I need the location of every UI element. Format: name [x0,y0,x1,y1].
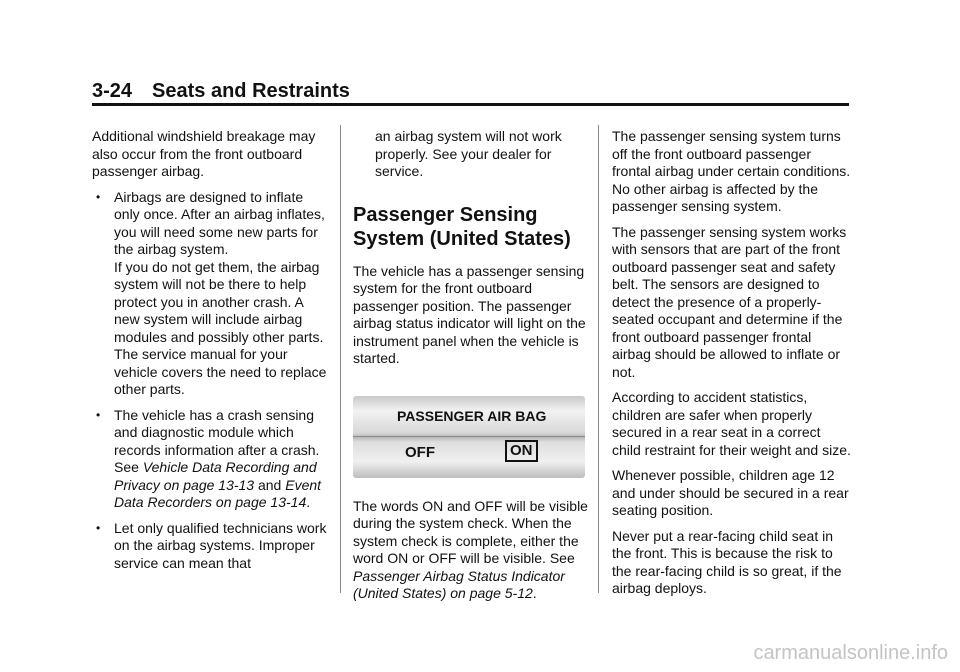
column-1 [92,128,332,580]
bullet-icon: • [96,189,101,204]
bullet-icon: • [96,520,101,535]
bullet-icon: • [96,407,101,422]
page-header [92,80,350,103]
bullet-crash-sensing [92,407,332,512]
paragraph: Never put a rear-facing child seat in the front. This is because the risk to the rear-facing child is so great, if the airbag deploys. [612,527,842,596]
panel-seam [353,436,585,437]
bullet-text: The vehicle has a crash sensing and diagnostic module which records information after a crash. See [114,406,320,475]
bullet-conjunction: and [257,476,282,493]
intro-paragraph: Additional windshield breakage may also occur from the front outboard passenger airbag. [92,128,316,179]
paragraph-period: . [532,585,537,601]
watermark: carmanualsonline.info [753,642,948,664]
section-title: Seats and Restraints [152,80,350,102]
cross-reference-vehicle-data[interactable]: Vehicle Data Recording and Privacy on page 13-13 [114,459,317,493]
section-heading: Passenger Sensing System (United States) [353,203,571,250]
bullet-continuation: If you do not get them, the airbag system will not be there to help protect you in another crash. A new system will include airbag modules and possibly other parts. The service manual for your vehicle covers the need to replace other parts. [114,258,327,397]
bullet-continuation: an airbag system will not work properly. See your dealer for service. [375,128,562,179]
bullet-period: . [306,494,311,510]
paragraph: The vehicle has a passenger sensing system for the front outboard passenger position. The passenger airbag status indicator will light on the instrument panel when the vehicle is started. [353,262,586,366]
header-rule [92,103,849,106]
cross-reference-status-indicator[interactable]: Passenger Airbag Status Indicator (United States) on page 5-12 [353,567,565,601]
bullet-text: Let only qualified technicians work on the airbag systems. Improper service can mean that [114,519,327,571]
bullet-qualified-technicians [92,520,332,573]
bullet-airbags-inflate-once [92,189,332,259]
passenger-airbag-indicator-image [353,396,585,478]
bullet-text: Airbags are designed to inflate only once. After an airbag inflates, you will need some new parts for the airbag system. [114,188,325,257]
indicator-on-label: ON [505,440,538,462]
paragraph: Whenever possible, children age 12 and under should be secured in a rear seating position. [612,467,849,518]
column-3 [612,128,852,606]
paragraph-text: The words ON and OFF will be visible during the system check. When the system check is complete, either the word ON or OFF will be visible. See [353,497,588,566]
paragraph: The passenger sensing system works with sensors that are part of the front outboard passenger seat and safety belt. The sensors are designed to detect the presence of a properly-seated occupant and determine if the front outboard passenger frontal airbag should be allowed to inflate or not. [612,223,847,380]
column-2 [353,128,593,611]
paragraph: According to accident statistics, children are safer when properly secured in a rear seat in a correct child restraint for their weight and size. [612,389,851,458]
indicator-off-label: OFF [405,443,435,461]
column-divider-1 [340,125,341,593]
column-divider-2 [598,125,599,593]
paragraph [353,498,593,603]
paragraph: The passenger sensing system turns off the front outboard passenger frontal airbag under certain conditions. No other airbag is affected by the passenger sensing system. [612,128,851,214]
cross-reference-event-data[interactable]: Event Data Recorders on page 13-14 [114,476,322,510]
indicator-title: PASSENGER AIR BAG [397,407,547,424]
page-number: 3-24 [92,80,133,102]
